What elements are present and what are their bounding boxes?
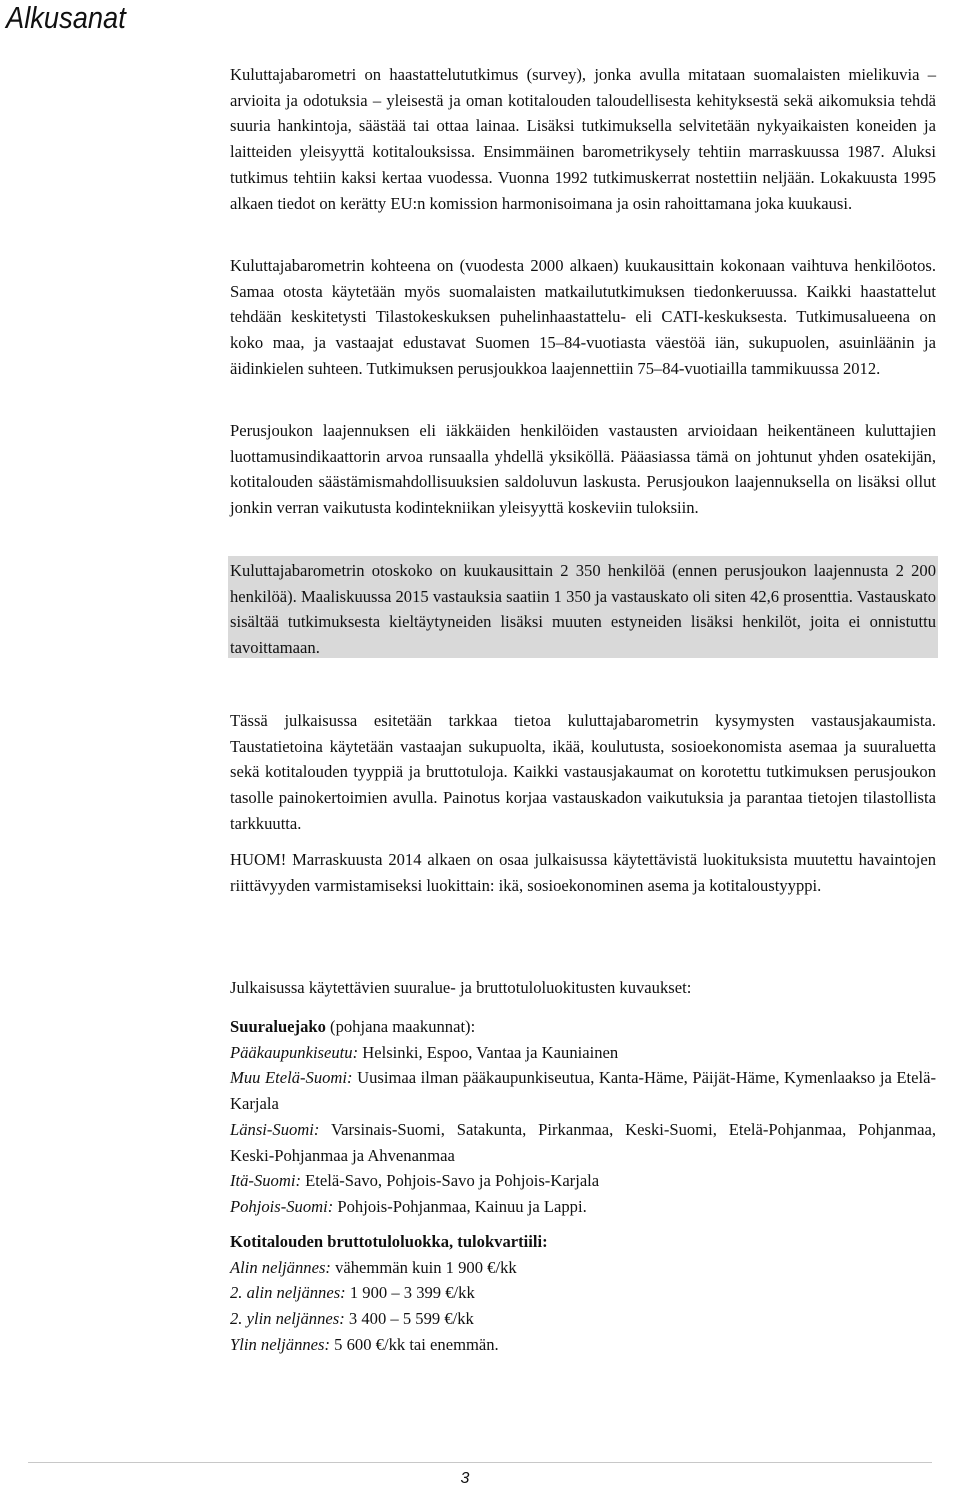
region-list-title bbox=[230, 1014, 936, 1040]
page-number: 3 bbox=[460, 1470, 470, 1487]
region-text: Etelä-Savo, Pohjois-Savo ja Pohjois-Karjala bbox=[300, 1171, 600, 1191]
footer-divider bbox=[28, 1462, 932, 1463]
paragraph-sample-size bbox=[230, 558, 936, 661]
region-item bbox=[230, 1117, 936, 1168]
region-label: Pääkaupunkiseutu: bbox=[230, 1042, 359, 1062]
paragraph-1: Kuluttajabarometri on haastattelututkimus (survey), jonka avulla mitataan suomalaisten mielikuvia – arvioita ja odotuksia – yleisestä ja oman kotitalouden taloudellisesta kehityksestä sekä aikomuksia tehdä suuria hankintoja, säästää tai ottaa lainaa. Lisäksi tutkimuksella selvitetään nykyaikaisten koneiden ja laitteiden yleisyyttä kotitalouksissa. Ensimmäinen barometrikysely tehtiin marraskuussa 1987. Aluksi tutkimus tehtiin kaksi kertaa vuodessa. Vuonna 1992 tutkimuskerrat nostettiin neljään. Lokakuusta 1995 alkaen tiedot on kerätty EU:n komission harmonisoimana ja osin rahoittamana joka kuukausi. bbox=[230, 65, 936, 213]
income-item bbox=[230, 1255, 936, 1281]
income-list-title: Kotitalouden bruttotuloluokka, tulokvartiili: bbox=[230, 1232, 548, 1251]
region-list bbox=[230, 1014, 936, 1220]
region-label: Muu Etelä-Suomi: bbox=[230, 1068, 353, 1088]
region-title-rest: (pohjana maakunnat): bbox=[325, 1017, 476, 1036]
paragraph-2: Kuluttajabarometrin kohteena on (vuodesta 2000 alkaen) kuukausittain kokonaan vaihtuva henkilöotos. Samaa otosta käytetään myös suomalaisten matkailututkimuksen tiedonkeruussa. Kaikki haastattelut tehdään keskitetysti Tilastokeskuksen puhelinhaastattelu- eli CATI-keskuksesta. Tutkimusalueena on koko maa, ja vastaajat edustavat Suomen 15–84-vuotiasta väestöä iän, sukupuolen, asuinläänin ja äidinkielen suhteen. Tutkimuksen perusjoukkoa laajennettiin 75–84-vuotiailla tammikuussa 2012. bbox=[230, 256, 936, 378]
region-text: Uusimaa ilman pääkaupunkiseutua, Kanta-Häme, Päijät-Häme, Kymenlaakso ja Etelä-Karjala bbox=[230, 1068, 936, 1114]
income-label: Alin neljännes: bbox=[230, 1257, 331, 1277]
region-text: Pohjois-Pohjanmaa, Kainuu ja Lappi. bbox=[333, 1196, 587, 1216]
income-item bbox=[230, 1332, 936, 1358]
region-item bbox=[230, 1194, 936, 1220]
paragraph-note bbox=[230, 847, 936, 898]
paragraph-population bbox=[230, 418, 936, 521]
paragraph-5: Tässä julkaisussa esitetään tarkkaa tietoa kuluttajabarometrin kysymysten vastausjakaumista. Taustatietoina käytetään vastaajan sukupuolta, ikää, koulutusta, sosioekonomista asemaa ja suuraluetta sekä kotitalouden tyyppiä ja bruttotuloja. Kaikki vastausjakaumat on korotettu tutkimuksen perusjoukon tasolle painokertoimien avulla. Painotus korjaa vastauskadon vaikutuksia ja parantaa tietojen tilastollista tarkkuutta. bbox=[230, 711, 936, 833]
paragraph-intro bbox=[230, 62, 936, 216]
paragraph-sample-design bbox=[230, 253, 936, 382]
income-text: vähemmän kuin 1 900 €/kk bbox=[330, 1257, 517, 1277]
region-label: Pohjois-Suomi: bbox=[230, 1196, 334, 1216]
paragraph-publication bbox=[230, 708, 936, 837]
income-label: 2. ylin neljännes: bbox=[230, 1309, 345, 1329]
paragraph-7: Julkaisussa käytettävien suuralue- ja bruttotuloluokitusten kuvaukset: bbox=[230, 978, 692, 997]
paragraph-classifications bbox=[230, 975, 936, 1001]
region-text: Varsinais-Suomi, Satakunta, Pirkanmaa, Keski-Suomi, Etelä-Pohjanmaa, Pohjanmaa, Keski-Pohjanmaa ja Ahvenanmaa bbox=[230, 1119, 936, 1165]
income-list bbox=[230, 1229, 936, 1358]
income-item bbox=[230, 1306, 936, 1332]
region-text: Helsinki, Espoo, Vantaa ja Kauniainen bbox=[358, 1042, 619, 1062]
income-text: 1 900 – 3 399 €/kk bbox=[345, 1283, 475, 1303]
page-title: Alkusanat bbox=[6, 0, 126, 35]
income-text: 5 600 €/kk tai enemmän. bbox=[330, 1334, 499, 1354]
region-label: Itä-Suomi: bbox=[230, 1171, 301, 1191]
income-label: Ylin neljännes: bbox=[230, 1334, 331, 1354]
income-item bbox=[230, 1280, 936, 1306]
region-label: Länsi-Suomi: bbox=[230, 1119, 320, 1139]
region-item bbox=[230, 1040, 936, 1066]
income-text: 3 400 – 5 599 €/kk bbox=[344, 1309, 474, 1329]
income-label: 2. alin neljännes: bbox=[230, 1283, 346, 1303]
paragraph-3: Perusjoukon laajennuksen eli iäkkäiden henkilöiden vastausten arvioidaan heikentäneen kuluttajien luottamusindikaattorin arvoa runsaalla yhdellä yksiköllä. Pääasiassa tämä on johtunut yhden osatekijän, kotitalouden säästämismahdollisuuksien saldoluvun laskusta. Perusjoukon laajennuksella on lisäksi ollut jonkin verran vaikutusta kodintekniikan yleisyyttä koskeviin tuloksiin. bbox=[230, 421, 936, 518]
region-item bbox=[230, 1065, 936, 1116]
region-item bbox=[230, 1168, 936, 1194]
region-title-bold: Suuraluejako bbox=[230, 1017, 326, 1036]
paragraph-6: HUOM! Marraskuusta 2014 alkaen on osaa julkaisussa käytettävistä luokituksista muutettu havaintojen riittävyyden varmistamiseksi luokittain: ikä, sosioekonominen asema ja kotitaloustyyppi. bbox=[230, 850, 936, 895]
paragraph-4: Kuluttajabarometrin otoskoko on kuukausittain 2 350 henkilöä (ennen perusjoukon laajennusta 2 200 henkilöä). Maaliskuussa 2015 vastauksia saatiin 1 350 ja vastauskato oli siten 42,6 prosenttia. Vastauskato sisältää tutkimuksesta kieltäytyneiden lisäksi muuten estyneiden lisäksi henkilöt, joita ei onnistuttu tavoittamaan. bbox=[230, 561, 936, 658]
